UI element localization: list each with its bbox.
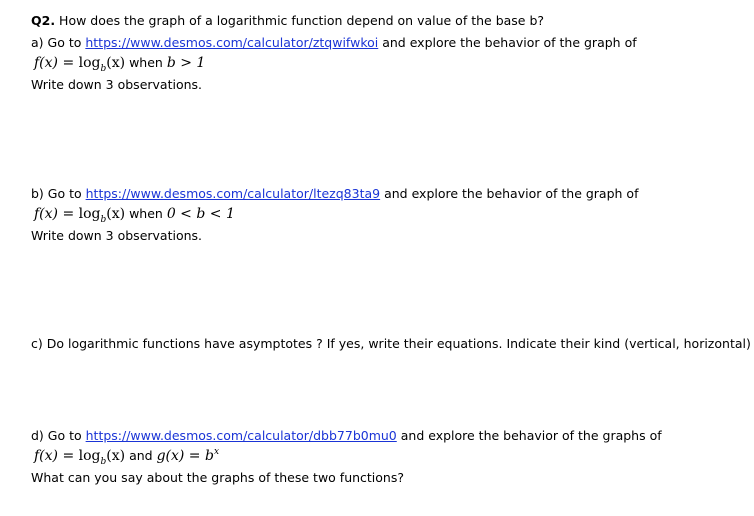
part-d-link[interactable]: https://www.desmos.com/calculator/dbb77b0mu0 bbox=[85, 428, 397, 443]
part-a-arg: (x) bbox=[106, 55, 126, 71]
part-b-link[interactable]: https://www.desmos.com/calculator/ltezq83ta9 bbox=[85, 186, 381, 201]
part-d-exp: x bbox=[213, 447, 220, 457]
part-a-fx: f(x) bbox=[34, 55, 59, 71]
part-d-base: b bbox=[100, 457, 107, 467]
part-a-link[interactable]: https://www.desmos.com/calculator/ztqwifwkoi bbox=[85, 35, 379, 50]
part-d-suffix: and explore the behavior of the graphs of bbox=[396, 428, 662, 443]
part-d-f-expression bbox=[34, 448, 126, 467]
part-b-fx: f(x) bbox=[34, 206, 59, 222]
part-d-and: and bbox=[125, 448, 157, 463]
part-b-eq: = log bbox=[58, 206, 101, 222]
part-d-g-expression bbox=[157, 448, 219, 464]
part-b-condition: 0 < b < 1 bbox=[166, 206, 235, 222]
part-a-base: b bbox=[100, 64, 107, 74]
part-d-formula bbox=[34, 448, 219, 466]
part-c-text: c) Do logarithmic functions have asymptotes ? If yes, write their equations. Indicate their kind (vertical, horizontal) bbox=[31, 336, 751, 351]
part-b-arg: (x) bbox=[106, 206, 126, 222]
question-title bbox=[31, 13, 544, 29]
question-text: How does the graph of a logarithmic function depend on value of the base b? bbox=[55, 13, 545, 28]
part-a-when: when bbox=[125, 55, 167, 70]
part-b-prompt bbox=[31, 186, 638, 202]
part-a-prompt bbox=[31, 35, 637, 51]
part-b-prefix: b) Go to bbox=[31, 186, 86, 201]
part-a-condition: b > 1 bbox=[166, 55, 206, 71]
part-d-arg: (x) bbox=[106, 448, 126, 464]
part-a-formula bbox=[34, 55, 205, 73]
part-b-suffix: and explore the behavior of the graph of bbox=[380, 186, 639, 201]
part-d-gx: g(x) bbox=[156, 448, 185, 464]
part-a-formula-expression bbox=[34, 55, 126, 74]
part-b-formula-expression bbox=[34, 206, 126, 225]
part-b-instruction: Write down 3 observations. bbox=[31, 228, 203, 243]
part-d-geq: = b bbox=[184, 448, 214, 464]
part-a-prefix: a) Go to bbox=[31, 35, 86, 50]
part-d-instruction: What can you say about the graphs of these two functions? bbox=[31, 470, 404, 485]
part-a-suffix: and explore the behavior of the graph of bbox=[378, 35, 637, 50]
part-a-instruction: Write down 3 observations. bbox=[31, 77, 203, 92]
question-number: Q2. bbox=[31, 13, 56, 28]
part-d-prompt bbox=[31, 428, 662, 444]
part-d-fx: f(x) bbox=[34, 448, 59, 464]
part-b-formula bbox=[34, 206, 235, 224]
part-a-eq: = log bbox=[58, 55, 101, 71]
part-b-base: b bbox=[100, 215, 107, 225]
part-d-prefix: d) Go to bbox=[31, 428, 86, 443]
part-b-when: when bbox=[125, 206, 167, 221]
part-d-eq: = log bbox=[58, 448, 101, 464]
